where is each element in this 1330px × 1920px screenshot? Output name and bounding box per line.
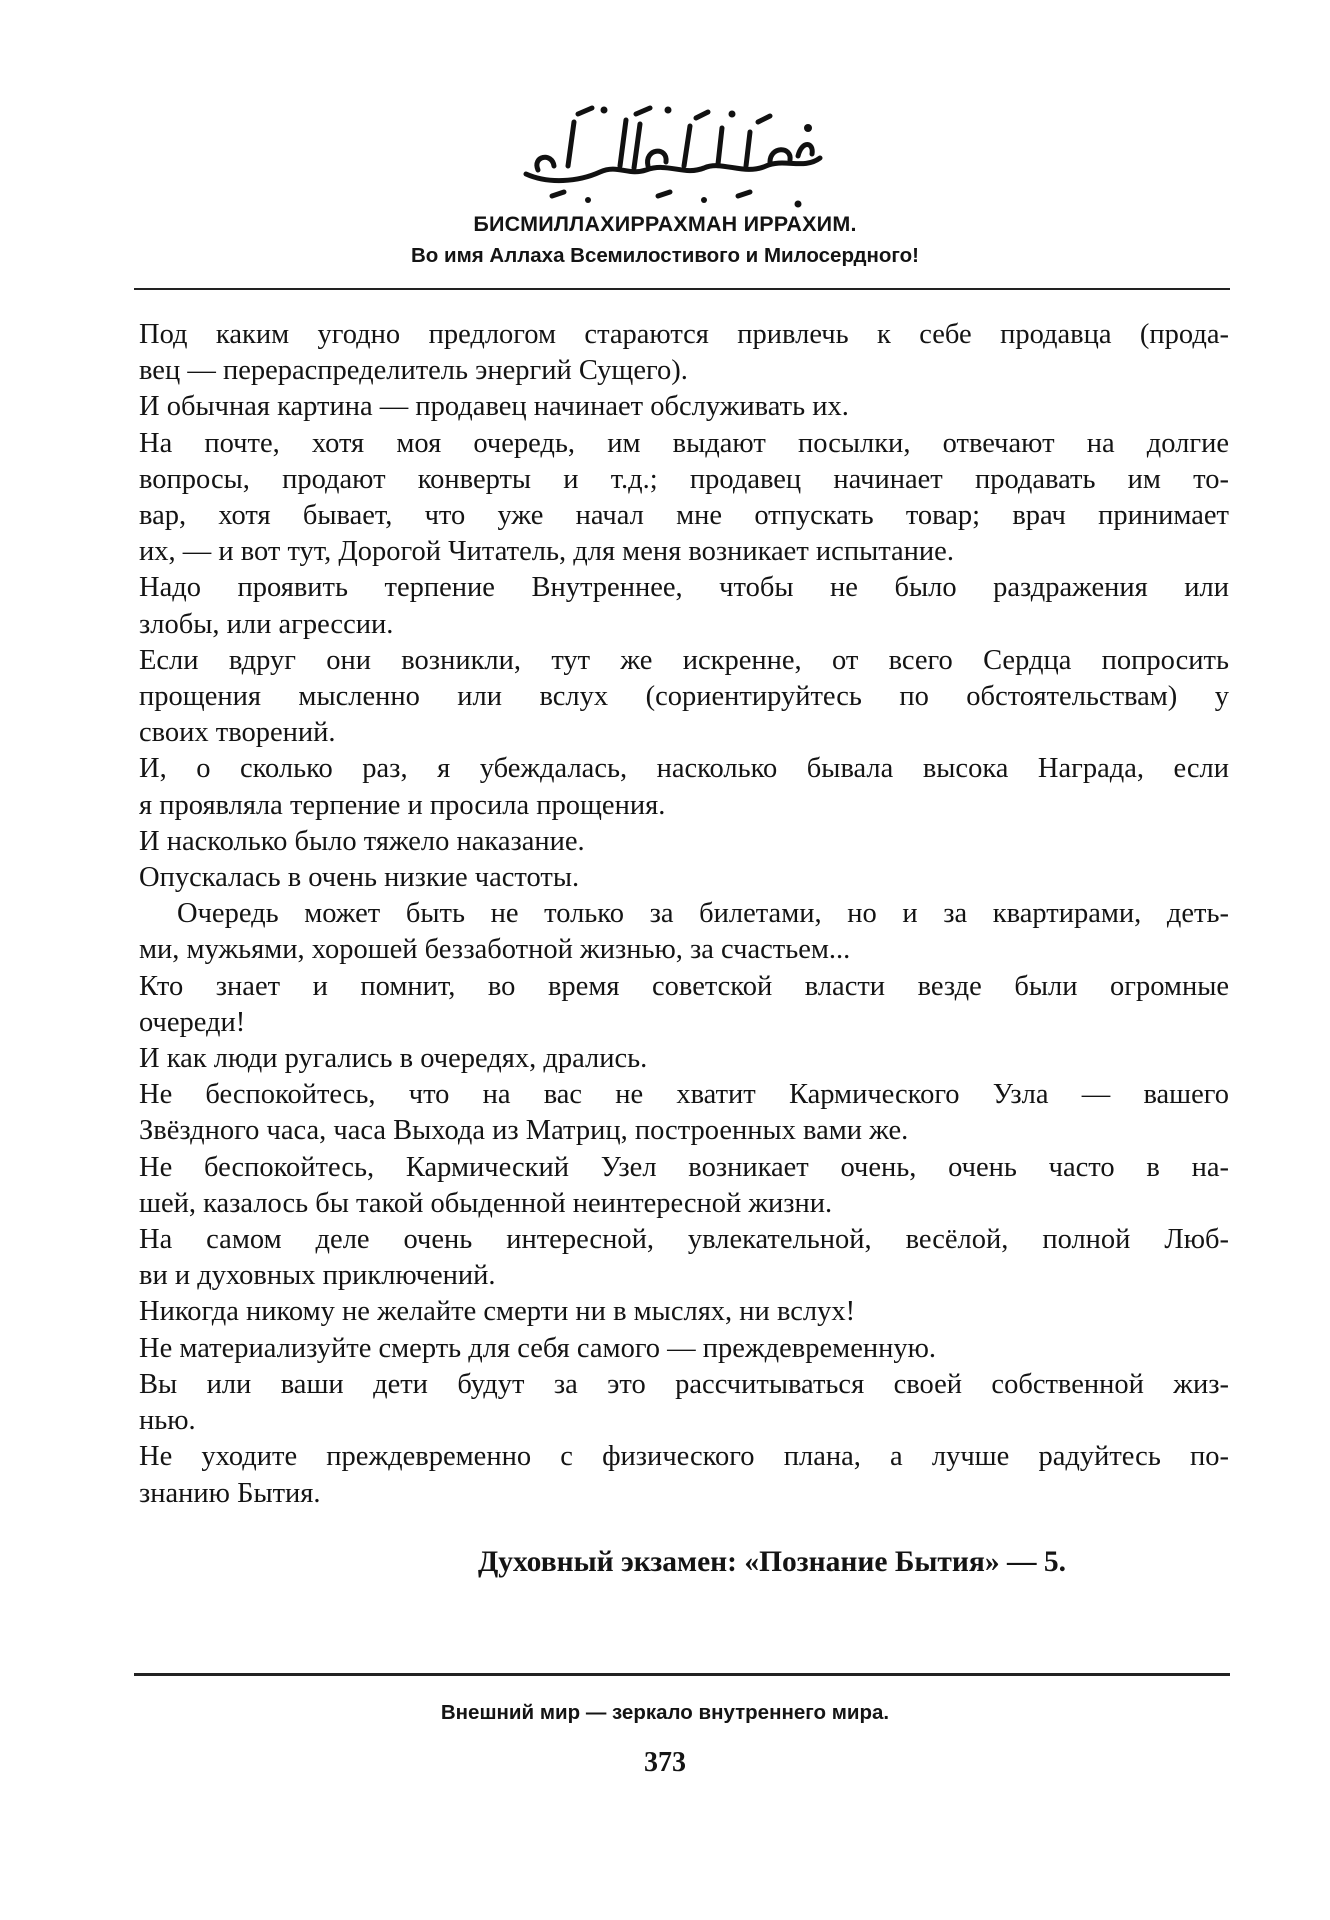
text-line: Если вдруг они возникли, тут же искренне, от всего Сердца попросить	[139, 644, 1229, 676]
text-line: Вы или ваши дети будут за это рассчитываться своей собственной жиз-	[139, 1368, 1229, 1400]
text-line: злобы, или агрессии.	[139, 608, 394, 640]
text-line: Под каким угодно предлогом стараются привлечь к себе продавца (прода-	[139, 319, 1229, 350]
text-line: очереди!	[139, 1006, 246, 1038]
text-line: ми, мужьями, хорошей беззаботной жизнью, за счастьем...	[139, 934, 851, 966]
text-line: их, — и вот тут, Дорогой Читатель, для меня возникает испытание.	[139, 536, 954, 568]
text-line: На почте, хотя моя очередь, им выдают посылки, отвечают на долгие	[139, 427, 1229, 459]
text-line: И насколько было тяжело наказание.	[139, 825, 585, 857]
chapter-reference: Духовный экзамен: «Познание Бытия» — 5.	[478, 1546, 1066, 1578]
header-subtitle: Во имя Аллаха Всемилостивого и Милосердного!	[410, 244, 919, 267]
text-line: вопросы, продают конверты и т.д.; продавец начинает продавать им то-	[139, 463, 1229, 495]
text-line: Очередь может быть не только за билетами, но и за квартирами, деть-	[177, 898, 1229, 930]
text-line: нью.	[139, 1405, 196, 1437]
text-line: Надо проявить терпение Внутреннее, чтобы не было раздражения или	[139, 572, 1229, 604]
text-line: Не материализуйте смерть для себя самого — преждевременную.	[139, 1332, 937, 1364]
text-line: знанию Бытия.	[139, 1477, 321, 1509]
bottom-divider	[134, 1673, 1230, 1676]
text-line: И как люди ругались в очередях, дрались.	[139, 1043, 648, 1075]
text-line: Не беспокойтесь, что на вас не хватит Кармического Узла — вашего	[139, 1079, 1229, 1111]
text-line: И, о сколько раз, я убеждалась, насколько бывала высока Награда, если	[139, 753, 1229, 785]
page-number: 373	[644, 1747, 686, 1778]
text-line: И обычная картина — продавец начинает обслуживать их.	[139, 391, 849, 423]
text-line: На самом деле очень интересной, увлекательной, весёлой, полной Люб-	[139, 1224, 1229, 1256]
body-text	[139, 317, 1229, 1512]
text-line: вар, хотя бывает, что уже начал мне отпускать товар; врач принимает	[139, 500, 1229, 532]
text-line: Опускалась в очень низкие частоты.	[139, 862, 580, 894]
text-line: Не уходите преждевременно с физического плана, а лучше радуйтесь по-	[139, 1441, 1229, 1473]
text-line: прощения мысленно или вслух (сориентируйтесь по обстоятельствам) у	[139, 681, 1229, 713]
text-line: Никогда никому не желайте смерти ни в мыслях, ни вслух!	[139, 1296, 856, 1328]
text-line: вец — перераспределитель энергий Сущего).	[139, 355, 688, 387]
footer-motto: Внешний мир — зеркало внутреннего мира.	[440, 1701, 890, 1724]
text-line: Не беспокойтесь, Кармический Узел возникает очень, очень часто в на-	[139, 1151, 1229, 1183]
text-line: шей, казалось бы такой обыденной неинтересной жизни.	[139, 1187, 833, 1219]
text-line: ви и духовных приключений.	[139, 1260, 496, 1292]
text-line: Кто знает и помнит, во время советской власти везде были огромные	[139, 970, 1229, 1002]
text-line: Звёздного часа, часа Выхода из Матриц, построенных вами же.	[139, 1115, 909, 1147]
header-title: БИСМИЛЛАХИРРАХМАН ИРРАХИМ.	[473, 212, 857, 236]
text-line: своих творений.	[139, 717, 336, 749]
text-line: я проявляла терпение и просила прощения.	[139, 789, 666, 821]
basmala-calligraphy	[508, 96, 834, 216]
top-divider	[134, 288, 1230, 290]
